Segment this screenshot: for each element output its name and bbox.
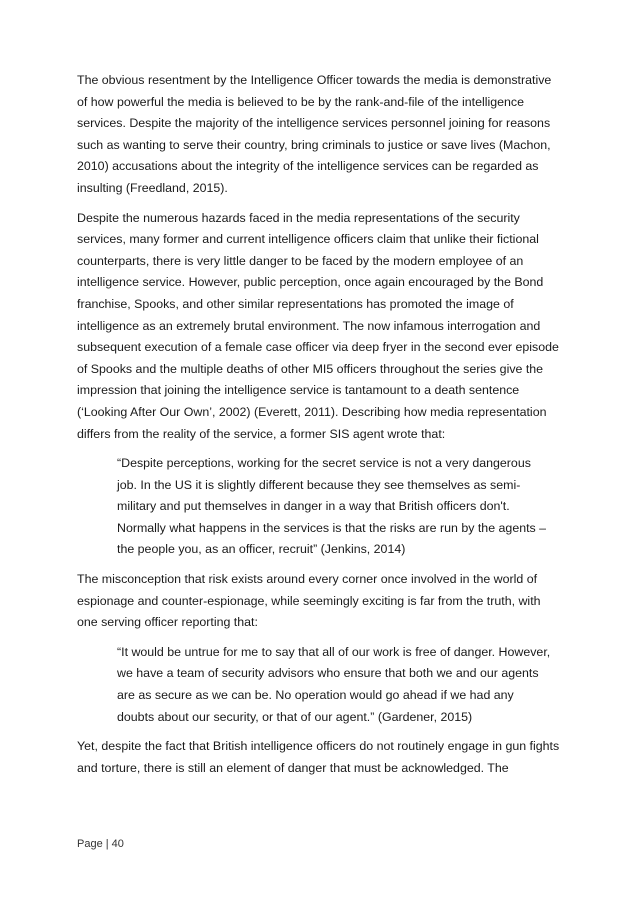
- paragraph-intelligence-officer-resentment: The obvious resentment by the Intelligence Officer towards the media is demonstrative of how powerful the media is believed to be by the rank-and-file of the intelligence services. Despite the majority of the intelligence services personnel joining for reasons such as wanting to serve their country, bring criminals to justice or save lives (Machon, 2010) accusations about the integrity of the intelligence services can be regarded as insulting (Freedland, 2015).: [77, 73, 552, 195]
- paragraph-media-hazards: Despite the numerous hazards faced in the media representations of the security services, many former and current intelligence officers claim that unlike their fictional counterparts, there is very little danger to be faced by the modern employee of an intelligence service. However, public perception, once again encouraged by the Bond franchise, Spooks, and other similar representations has promoted the image of intelligence as an extremely brutal environment. The now infamous interrogation and subsequent execution of a female case officer via deep fryer in the second ever episode of Spooks and the multiple deaths of other MI5 officers throughout the series give the impression that joining the intelligence service is tantamount to a death sentence (‘Looking After Our Own’, 2002) (Everett, 2011). Describing how media representation differs from the reality of the service, a former SIS agent wrote that:: [77, 210, 559, 441]
- document-body: [77, 70, 563, 787]
- quote-jenkins: “Despite perceptions, working for the secret service is not a very dangerous job. In the US it is slightly different because they see themselves as semi-military and put themselves in danger in a way that British officers don't. Normally what happens in the services is that the risks are run by the agents – the people you, as an officer, recruit” (Jenkins, 2014): [117, 456, 547, 557]
- page-number: Page | 40: [77, 838, 124, 850]
- quote-gardener: “It would be untrue for me to say that all of our work is free of danger. However, we have a team of security advisors who ensure that both we and our agents are as secure as we can be. No operation would go ahead if we had any doubts about our security, or that of our agent.” (Gardener, 2015): [117, 644, 551, 724]
- paragraph-danger-acknowledged: Yet, despite the fact that British intelligence officers do not routinely engage in gun fights and torture, there is still an element of danger that must be acknowledged. The: [77, 739, 560, 775]
- paragraph-risk-misconception: The misconception that risk exists around every corner once involved in the world of espionage and counter-espionage, while seemingly exciting is far from the truth, with one serving officer reporting that:: [77, 572, 541, 630]
